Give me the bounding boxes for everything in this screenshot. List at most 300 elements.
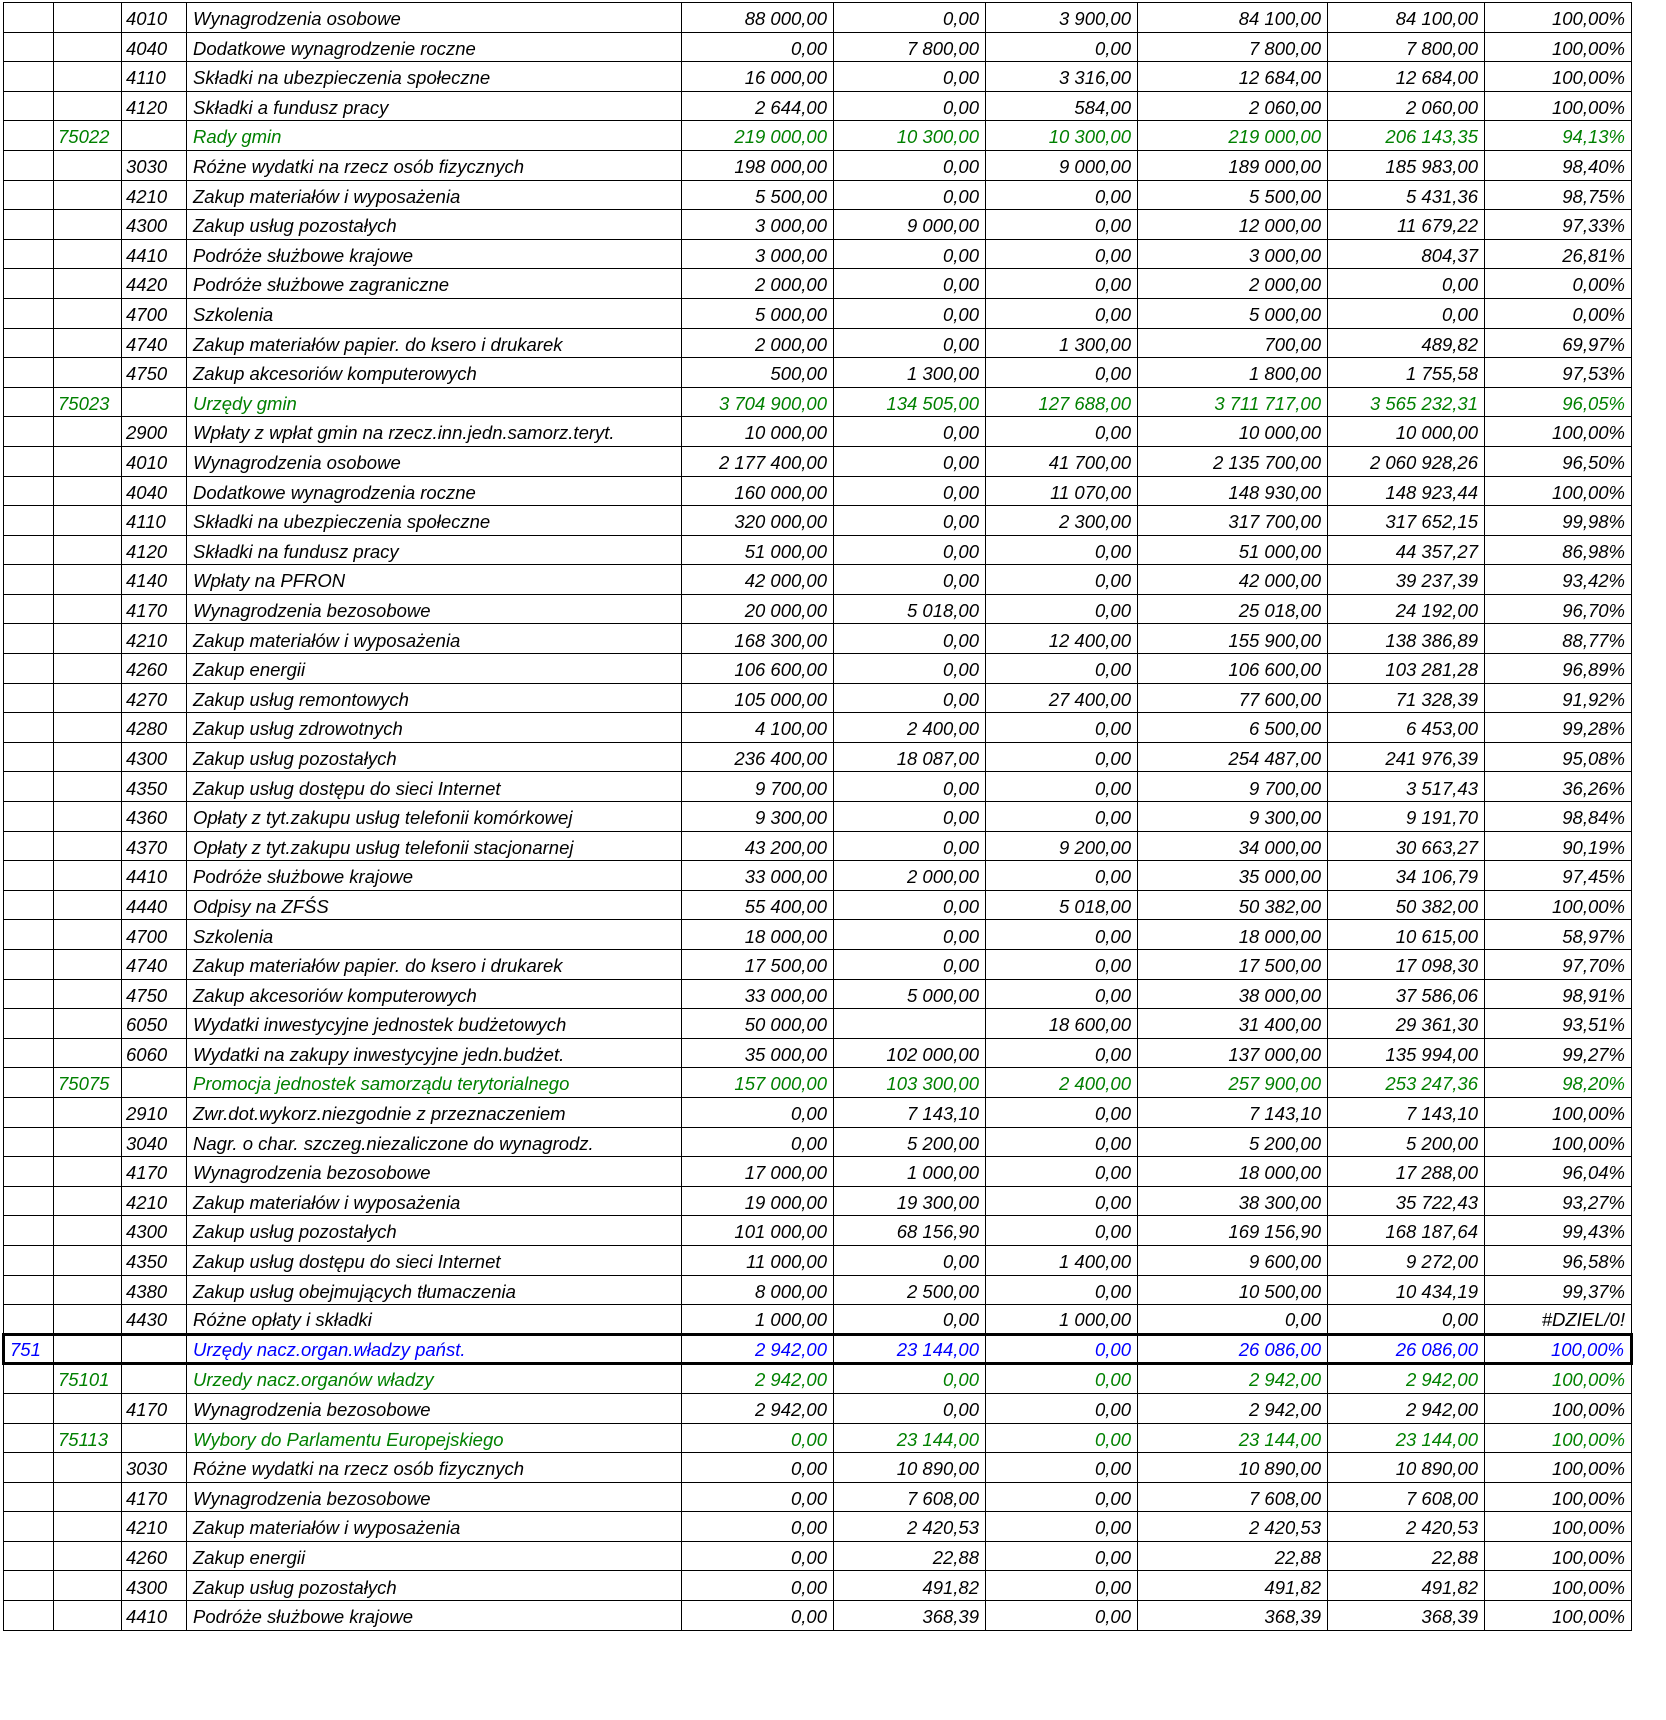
cell-plan-po-zmianach[interactable]: 148 930,00 bbox=[1138, 476, 1328, 506]
cell-wykonanie[interactable]: 12 684,00 bbox=[1328, 62, 1485, 92]
cell-zmniejszenia[interactable]: 27 400,00 bbox=[986, 683, 1138, 713]
cell-zwiekszenia[interactable]: 0,00 bbox=[834, 683, 986, 713]
cell-rozdzial[interactable] bbox=[54, 713, 122, 743]
cell-zwiekszenia[interactable]: 0,00 bbox=[834, 1393, 986, 1423]
cell-wykonanie[interactable]: 1 755,58 bbox=[1328, 358, 1485, 388]
cell-dzial[interactable] bbox=[4, 358, 54, 388]
cell-plan-po-zmianach[interactable]: 34 000,00 bbox=[1138, 831, 1328, 861]
cell-rozdzial[interactable] bbox=[54, 1541, 122, 1571]
cell-plan[interactable]: 0,00 bbox=[682, 1571, 834, 1601]
cell-zmniejszenia[interactable]: 10 300,00 bbox=[986, 121, 1138, 151]
cell-zmniejszenia[interactable]: 0,00 bbox=[986, 565, 1138, 595]
cell-rozdzial[interactable] bbox=[54, 328, 122, 358]
cell-wykonanie[interactable]: 44 357,27 bbox=[1328, 535, 1485, 565]
cell-dzial[interactable] bbox=[4, 239, 54, 269]
cell-procent[interactable]: 91,92% bbox=[1485, 683, 1632, 713]
cell-paragraf[interactable]: 4210 bbox=[122, 1512, 187, 1542]
cell-zmniejszenia[interactable]: 12 400,00 bbox=[986, 624, 1138, 654]
cell-plan[interactable]: 500,00 bbox=[682, 358, 834, 388]
cell-plan-po-zmianach[interactable]: 317 700,00 bbox=[1138, 506, 1328, 536]
cell-zmniejszenia[interactable]: 0,00 bbox=[986, 1216, 1138, 1246]
cell-nazwa[interactable]: Podróże służbowe krajowe bbox=[187, 861, 682, 891]
cell-plan[interactable]: 2 177 400,00 bbox=[682, 446, 834, 476]
cell-plan[interactable]: 9 300,00 bbox=[682, 802, 834, 832]
cell-rozdzial[interactable] bbox=[54, 1127, 122, 1157]
cell-nazwa[interactable]: Podróże służbowe zagraniczne bbox=[187, 269, 682, 299]
cell-nazwa[interactable]: Opłaty z tyt.zakupu usług telefonii komórkowej bbox=[187, 802, 682, 832]
cell-procent[interactable]: 97,53% bbox=[1485, 358, 1632, 388]
cell-rozdzial[interactable] bbox=[54, 3, 122, 33]
cell-dzial[interactable] bbox=[4, 1275, 54, 1305]
cell-plan-po-zmianach[interactable]: 9 600,00 bbox=[1138, 1245, 1328, 1275]
cell-zwiekszenia[interactable]: 5 000,00 bbox=[834, 979, 986, 1009]
cell-dzial[interactable] bbox=[4, 1601, 54, 1631]
cell-plan[interactable]: 0,00 bbox=[682, 1482, 834, 1512]
cell-wykonanie[interactable]: 148 923,44 bbox=[1328, 476, 1485, 506]
cell-procent[interactable]: 96,70% bbox=[1485, 594, 1632, 624]
cell-zwiekszenia[interactable]: 7 143,10 bbox=[834, 1097, 986, 1127]
cell-procent[interactable]: 95,08% bbox=[1485, 742, 1632, 772]
cell-zwiekszenia[interactable]: 22,88 bbox=[834, 1541, 986, 1571]
cell-zwiekszenia[interactable]: 2 420,53 bbox=[834, 1512, 986, 1542]
cell-procent[interactable]: 96,58% bbox=[1485, 1245, 1632, 1275]
cell-paragraf[interactable]: 4300 bbox=[122, 210, 187, 240]
cell-zwiekszenia[interactable]: 0,00 bbox=[834, 1245, 986, 1275]
cell-zmniejszenia[interactable]: 0,00 bbox=[986, 802, 1138, 832]
cell-plan[interactable]: 320 000,00 bbox=[682, 506, 834, 536]
cell-plan-po-zmianach[interactable]: 5 200,00 bbox=[1138, 1127, 1328, 1157]
cell-plan-po-zmianach[interactable]: 35 000,00 bbox=[1138, 861, 1328, 891]
cell-rozdzial[interactable] bbox=[54, 1009, 122, 1039]
cell-wykonanie[interactable]: 185 983,00 bbox=[1328, 150, 1485, 180]
cell-zmniejszenia[interactable]: 0,00 bbox=[986, 1127, 1138, 1157]
cell-plan-po-zmianach[interactable]: 10 890,00 bbox=[1138, 1453, 1328, 1483]
cell-dzial[interactable] bbox=[4, 387, 54, 417]
cell-plan-po-zmianach[interactable]: 368,39 bbox=[1138, 1601, 1328, 1631]
cell-nazwa[interactable]: Zakup materiałów papier. do ksero i drukarek bbox=[187, 950, 682, 980]
cell-wykonanie[interactable]: 7 608,00 bbox=[1328, 1482, 1485, 1512]
cell-zmniejszenia[interactable]: 0,00 bbox=[986, 239, 1138, 269]
cell-rozdzial[interactable] bbox=[54, 624, 122, 654]
cell-paragraf[interactable]: 4210 bbox=[122, 180, 187, 210]
cell-plan-po-zmianach[interactable]: 137 000,00 bbox=[1138, 1038, 1328, 1068]
cell-plan[interactable]: 0,00 bbox=[682, 1453, 834, 1483]
cell-dzial[interactable] bbox=[4, 742, 54, 772]
cell-zwiekszenia[interactable]: 0,00 bbox=[834, 180, 986, 210]
cell-dzial[interactable] bbox=[4, 1541, 54, 1571]
cell-dzial[interactable] bbox=[4, 1245, 54, 1275]
cell-rozdzial[interactable] bbox=[54, 979, 122, 1009]
cell-zmniejszenia[interactable]: 0,00 bbox=[986, 180, 1138, 210]
cell-zmniejszenia[interactable]: 0,00 bbox=[986, 950, 1138, 980]
cell-procent[interactable]: 93,27% bbox=[1485, 1186, 1632, 1216]
cell-rozdzial[interactable]: 75113 bbox=[54, 1423, 122, 1453]
cell-dzial[interactable] bbox=[4, 594, 54, 624]
cell-wykonanie[interactable]: 5 431,36 bbox=[1328, 180, 1485, 210]
cell-zmniejszenia[interactable]: 3 316,00 bbox=[986, 62, 1138, 92]
cell-nazwa[interactable]: Wynagrodzenia bezosobowe bbox=[187, 1393, 682, 1423]
cell-zmniejszenia[interactable]: 0,00 bbox=[986, 358, 1138, 388]
cell-procent[interactable]: 98,75% bbox=[1485, 180, 1632, 210]
cell-zwiekszenia[interactable]: 0,00 bbox=[834, 62, 986, 92]
cell-zwiekszenia[interactable]: 0,00 bbox=[834, 624, 986, 654]
cell-rozdzial[interactable] bbox=[54, 417, 122, 447]
cell-procent[interactable]: 86,98% bbox=[1485, 535, 1632, 565]
cell-dzial[interactable] bbox=[4, 802, 54, 832]
cell-plan[interactable]: 2 942,00 bbox=[682, 1364, 834, 1394]
cell-procent[interactable]: 99,28% bbox=[1485, 713, 1632, 743]
cell-nazwa[interactable]: Zakup usług pozostałych bbox=[187, 1571, 682, 1601]
cell-wykonanie[interactable]: 168 187,64 bbox=[1328, 1216, 1485, 1246]
cell-plan-po-zmianach[interactable]: 18 000,00 bbox=[1138, 920, 1328, 950]
cell-zwiekszenia[interactable]: 5 018,00 bbox=[834, 594, 986, 624]
cell-procent[interactable]: 96,50% bbox=[1485, 446, 1632, 476]
cell-wykonanie[interactable]: 10 890,00 bbox=[1328, 1453, 1485, 1483]
cell-wykonanie[interactable]: 26 086,00 bbox=[1328, 1334, 1485, 1364]
cell-nazwa[interactable]: Opłaty z tyt.zakupu usług telefonii stacjonarnej bbox=[187, 831, 682, 861]
cell-zwiekszenia[interactable]: 68 156,90 bbox=[834, 1216, 986, 1246]
cell-zwiekszenia[interactable]: 134 505,00 bbox=[834, 387, 986, 417]
cell-paragraf[interactable]: 4210 bbox=[122, 1186, 187, 1216]
cell-paragraf[interactable]: 4120 bbox=[122, 91, 187, 121]
cell-paragraf[interactable]: 4380 bbox=[122, 1275, 187, 1305]
cell-rozdzial[interactable] bbox=[54, 950, 122, 980]
cell-zwiekszenia[interactable]: 0,00 bbox=[834, 476, 986, 506]
cell-rozdzial[interactable] bbox=[54, 1038, 122, 1068]
cell-procent[interactable]: 93,51% bbox=[1485, 1009, 1632, 1039]
cell-paragraf[interactable]: 4440 bbox=[122, 890, 187, 920]
cell-zwiekszenia[interactable]: 102 000,00 bbox=[834, 1038, 986, 1068]
cell-zwiekszenia[interactable]: 0,00 bbox=[834, 150, 986, 180]
cell-rozdzial[interactable] bbox=[54, 62, 122, 92]
cell-wykonanie[interactable]: 2 060 928,26 bbox=[1328, 446, 1485, 476]
cell-wykonanie[interactable]: 9 191,70 bbox=[1328, 802, 1485, 832]
cell-wykonanie[interactable]: 253 247,36 bbox=[1328, 1068, 1485, 1098]
cell-paragraf[interactable]: 4110 bbox=[122, 62, 187, 92]
cell-paragraf[interactable]: 4740 bbox=[122, 950, 187, 980]
cell-paragraf[interactable]: 4260 bbox=[122, 1541, 187, 1571]
cell-zwiekszenia[interactable]: 23 144,00 bbox=[834, 1423, 986, 1453]
cell-dzial[interactable] bbox=[4, 1512, 54, 1542]
cell-procent[interactable]: 99,37% bbox=[1485, 1275, 1632, 1305]
cell-wykonanie[interactable]: 2 060,00 bbox=[1328, 91, 1485, 121]
cell-nazwa[interactable]: Szkolenia bbox=[187, 920, 682, 950]
cell-wykonanie[interactable]: 10 434,19 bbox=[1328, 1275, 1485, 1305]
cell-wykonanie[interactable]: 7 800,00 bbox=[1328, 32, 1485, 62]
cell-wykonanie[interactable]: 368,39 bbox=[1328, 1601, 1485, 1631]
cell-plan-po-zmianach[interactable]: 38 000,00 bbox=[1138, 979, 1328, 1009]
cell-nazwa[interactable]: Wydatki na zakupy inwestycyjne jedn.budżet. bbox=[187, 1038, 682, 1068]
cell-plan[interactable]: 2 942,00 bbox=[682, 1393, 834, 1423]
cell-zmniejszenia[interactable]: 0,00 bbox=[986, 1571, 1138, 1601]
cell-rozdzial[interactable] bbox=[54, 239, 122, 269]
cell-dzial[interactable] bbox=[4, 1038, 54, 1068]
cell-rozdzial[interactable] bbox=[54, 683, 122, 713]
cell-zwiekszenia[interactable]: 0,00 bbox=[834, 802, 986, 832]
cell-dzial[interactable] bbox=[4, 1423, 54, 1453]
cell-nazwa[interactable]: Wynagrodzenia osobowe bbox=[187, 3, 682, 33]
cell-plan-po-zmianach[interactable]: 51 000,00 bbox=[1138, 535, 1328, 565]
cell-plan-po-zmianach[interactable]: 23 144,00 bbox=[1138, 1423, 1328, 1453]
cell-plan-po-zmianach[interactable]: 77 600,00 bbox=[1138, 683, 1328, 713]
cell-wykonanie[interactable]: 71 328,39 bbox=[1328, 683, 1485, 713]
cell-dzial[interactable] bbox=[4, 1364, 54, 1394]
cell-wykonanie[interactable]: 39 237,39 bbox=[1328, 565, 1485, 595]
cell-plan[interactable]: 8 000,00 bbox=[682, 1275, 834, 1305]
cell-nazwa[interactable]: Wybory do Parlamentu Europejskiego bbox=[187, 1423, 682, 1453]
cell-zwiekszenia[interactable]: 1 000,00 bbox=[834, 1157, 986, 1187]
cell-rozdzial[interactable]: 75075 bbox=[54, 1068, 122, 1098]
cell-zwiekszenia[interactable]: 0,00 bbox=[834, 1305, 986, 1335]
cell-wykonanie[interactable]: 2 942,00 bbox=[1328, 1393, 1485, 1423]
cell-zmniejszenia[interactable]: 0,00 bbox=[986, 32, 1138, 62]
cell-paragraf[interactable] bbox=[122, 387, 187, 417]
cell-procent[interactable]: 98,20% bbox=[1485, 1068, 1632, 1098]
cell-paragraf[interactable]: 4410 bbox=[122, 861, 187, 891]
cell-plan-po-zmianach[interactable]: 169 156,90 bbox=[1138, 1216, 1328, 1246]
cell-nazwa[interactable]: Zakup materiałów i wyposażenia bbox=[187, 1512, 682, 1542]
cell-procent[interactable]: 88,77% bbox=[1485, 624, 1632, 654]
cell-zmniejszenia[interactable]: 0,00 bbox=[986, 1038, 1138, 1068]
cell-rozdzial[interactable] bbox=[54, 654, 122, 684]
cell-dzial[interactable] bbox=[4, 535, 54, 565]
cell-rozdzial[interactable] bbox=[54, 802, 122, 832]
cell-procent[interactable]: 97,45% bbox=[1485, 861, 1632, 891]
cell-nazwa[interactable]: Wynagrodzenia bezosobowe bbox=[187, 594, 682, 624]
cell-nazwa[interactable]: Rady gmin bbox=[187, 121, 682, 151]
cell-plan-po-zmianach[interactable]: 2 000,00 bbox=[1138, 269, 1328, 299]
cell-zmniejszenia[interactable]: 5 018,00 bbox=[986, 890, 1138, 920]
cell-paragraf[interactable]: 4740 bbox=[122, 328, 187, 358]
cell-plan-po-zmianach[interactable]: 12 684,00 bbox=[1138, 62, 1328, 92]
cell-dzial[interactable] bbox=[4, 150, 54, 180]
cell-dzial[interactable] bbox=[4, 1571, 54, 1601]
cell-paragraf[interactable]: 4300 bbox=[122, 742, 187, 772]
cell-wykonanie[interactable]: 804,37 bbox=[1328, 239, 1485, 269]
cell-zmniejszenia[interactable]: 3 900,00 bbox=[986, 3, 1138, 33]
cell-plan-po-zmianach[interactable]: 10 000,00 bbox=[1138, 417, 1328, 447]
cell-procent[interactable]: 100,00% bbox=[1485, 1571, 1632, 1601]
cell-plan[interactable]: 0,00 bbox=[682, 1512, 834, 1542]
cell-rozdzial[interactable] bbox=[54, 1305, 122, 1335]
cell-paragraf[interactable] bbox=[122, 1334, 187, 1364]
cell-plan-po-zmianach[interactable]: 0,00 bbox=[1138, 1305, 1328, 1335]
cell-plan[interactable]: 101 000,00 bbox=[682, 1216, 834, 1246]
cell-dzial[interactable] bbox=[4, 91, 54, 121]
cell-wykonanie[interactable]: 23 144,00 bbox=[1328, 1423, 1485, 1453]
cell-paragraf[interactable]: 2910 bbox=[122, 1097, 187, 1127]
cell-procent[interactable]: 100,00% bbox=[1485, 1097, 1632, 1127]
cell-rozdzial[interactable] bbox=[54, 1393, 122, 1423]
cell-zmniejszenia[interactable]: 0,00 bbox=[986, 269, 1138, 299]
cell-zwiekszenia[interactable]: 0,00 bbox=[834, 1364, 986, 1394]
cell-plan-po-zmianach[interactable]: 257 900,00 bbox=[1138, 1068, 1328, 1098]
cell-plan[interactable]: 236 400,00 bbox=[682, 742, 834, 772]
cell-dzial[interactable] bbox=[4, 1127, 54, 1157]
cell-procent[interactable]: 98,84% bbox=[1485, 802, 1632, 832]
cell-wykonanie[interactable]: 2 420,53 bbox=[1328, 1512, 1485, 1542]
cell-wykonanie[interactable]: 30 663,27 bbox=[1328, 831, 1485, 861]
cell-procent[interactable]: 96,89% bbox=[1485, 654, 1632, 684]
cell-rozdzial[interactable] bbox=[54, 1482, 122, 1512]
cell-nazwa[interactable]: Składki a fundusz pracy bbox=[187, 91, 682, 121]
cell-procent[interactable]: 100,00% bbox=[1485, 1127, 1632, 1157]
cell-rozdzial[interactable] bbox=[54, 91, 122, 121]
cell-wykonanie[interactable]: 11 679,22 bbox=[1328, 210, 1485, 240]
cell-wykonanie[interactable]: 9 272,00 bbox=[1328, 1245, 1485, 1275]
cell-wykonanie[interactable]: 317 652,15 bbox=[1328, 506, 1485, 536]
cell-plan-po-zmianach[interactable]: 2 420,53 bbox=[1138, 1512, 1328, 1542]
cell-plan[interactable]: 33 000,00 bbox=[682, 979, 834, 1009]
cell-plan-po-zmianach[interactable]: 2 942,00 bbox=[1138, 1364, 1328, 1394]
cell-zmniejszenia[interactable]: 0,00 bbox=[986, 1275, 1138, 1305]
cell-zmniejszenia[interactable]: 9 000,00 bbox=[986, 150, 1138, 180]
cell-dzial[interactable] bbox=[4, 446, 54, 476]
cell-dzial[interactable] bbox=[4, 1009, 54, 1039]
cell-procent[interactable]: 100,00% bbox=[1485, 91, 1632, 121]
cell-dzial[interactable] bbox=[4, 180, 54, 210]
cell-plan-po-zmianach[interactable]: 2 060,00 bbox=[1138, 91, 1328, 121]
cell-plan[interactable]: 20 000,00 bbox=[682, 594, 834, 624]
cell-plan-po-zmianach[interactable]: 42 000,00 bbox=[1138, 565, 1328, 595]
cell-zmniejszenia[interactable]: 0,00 bbox=[986, 1334, 1138, 1364]
cell-plan[interactable]: 160 000,00 bbox=[682, 476, 834, 506]
cell-rozdzial[interactable] bbox=[54, 476, 122, 506]
cell-paragraf[interactable]: 2900 bbox=[122, 417, 187, 447]
cell-nazwa[interactable]: Wynagrodzenia bezosobowe bbox=[187, 1482, 682, 1512]
cell-wykonanie[interactable]: 135 994,00 bbox=[1328, 1038, 1485, 1068]
cell-paragraf[interactable]: 4010 bbox=[122, 3, 187, 33]
cell-procent[interactable]: 100,00% bbox=[1485, 1364, 1632, 1394]
cell-wykonanie[interactable]: 103 281,28 bbox=[1328, 654, 1485, 684]
cell-plan[interactable]: 3 000,00 bbox=[682, 239, 834, 269]
cell-plan[interactable]: 3 000,00 bbox=[682, 210, 834, 240]
cell-paragraf[interactable]: 6060 bbox=[122, 1038, 187, 1068]
cell-procent[interactable]: 98,91% bbox=[1485, 979, 1632, 1009]
cell-zmniejszenia[interactable]: 0,00 bbox=[986, 535, 1138, 565]
cell-rozdzial[interactable] bbox=[54, 506, 122, 536]
cell-procent[interactable]: 97,70% bbox=[1485, 950, 1632, 980]
cell-nazwa[interactable]: Promocja jednostek samorządu terytorialnego bbox=[187, 1068, 682, 1098]
cell-zmniejszenia[interactable]: 2 400,00 bbox=[986, 1068, 1138, 1098]
cell-dzial[interactable] bbox=[4, 1157, 54, 1187]
cell-rozdzial[interactable] bbox=[54, 269, 122, 299]
cell-zmniejszenia[interactable]: 0,00 bbox=[986, 654, 1138, 684]
cell-procent[interactable]: 100,00% bbox=[1485, 1512, 1632, 1542]
cell-dzial[interactable] bbox=[4, 210, 54, 240]
cell-plan[interactable]: 219 000,00 bbox=[682, 121, 834, 151]
cell-wykonanie[interactable]: 34 106,79 bbox=[1328, 861, 1485, 891]
cell-zmniejszenia[interactable]: 1 000,00 bbox=[986, 1305, 1138, 1335]
cell-plan[interactable]: 55 400,00 bbox=[682, 890, 834, 920]
cell-wykonanie[interactable]: 50 382,00 bbox=[1328, 890, 1485, 920]
cell-plan[interactable]: 17 000,00 bbox=[682, 1157, 834, 1187]
cell-dzial[interactable] bbox=[4, 1097, 54, 1127]
cell-zwiekszenia[interactable]: 10 890,00 bbox=[834, 1453, 986, 1483]
cell-rozdzial[interactable] bbox=[54, 1097, 122, 1127]
cell-wykonanie[interactable]: 17 288,00 bbox=[1328, 1157, 1485, 1187]
cell-dzial[interactable] bbox=[4, 772, 54, 802]
cell-wykonanie[interactable]: 0,00 bbox=[1328, 1305, 1485, 1335]
cell-dzial[interactable] bbox=[4, 3, 54, 33]
cell-plan-po-zmianach[interactable]: 84 100,00 bbox=[1138, 3, 1328, 33]
cell-zmniejszenia[interactable]: 18 600,00 bbox=[986, 1009, 1138, 1039]
cell-dzial[interactable] bbox=[4, 506, 54, 536]
cell-dzial[interactable] bbox=[4, 861, 54, 891]
cell-plan[interactable]: 88 000,00 bbox=[682, 3, 834, 33]
cell-procent[interactable]: 99,43% bbox=[1485, 1216, 1632, 1246]
cell-procent[interactable]: 100,00% bbox=[1485, 3, 1632, 33]
cell-plan-po-zmianach[interactable]: 219 000,00 bbox=[1138, 121, 1328, 151]
cell-paragraf[interactable]: 6050 bbox=[122, 1009, 187, 1039]
cell-zmniejszenia[interactable]: 0,00 bbox=[986, 1423, 1138, 1453]
cell-dzial[interactable] bbox=[4, 920, 54, 950]
cell-nazwa[interactable]: Wpłaty na PFRON bbox=[187, 565, 682, 595]
cell-zmniejszenia[interactable]: 2 300,00 bbox=[986, 506, 1138, 536]
cell-plan[interactable]: 18 000,00 bbox=[682, 920, 834, 950]
cell-dzial[interactable] bbox=[4, 654, 54, 684]
cell-paragraf[interactable]: 4040 bbox=[122, 32, 187, 62]
cell-plan-po-zmianach[interactable]: 7 608,00 bbox=[1138, 1482, 1328, 1512]
cell-zwiekszenia[interactable]: 0,00 bbox=[834, 239, 986, 269]
cell-nazwa[interactable]: Różne opłaty i składki bbox=[187, 1305, 682, 1335]
cell-zwiekszenia[interactable]: 0,00 bbox=[834, 446, 986, 476]
cell-plan[interactable]: 50 000,00 bbox=[682, 1009, 834, 1039]
cell-zwiekszenia[interactable]: 2 500,00 bbox=[834, 1275, 986, 1305]
cell-paragraf[interactable]: 4120 bbox=[122, 535, 187, 565]
cell-paragraf[interactable]: 4210 bbox=[122, 624, 187, 654]
cell-zmniejszenia[interactable]: 0,00 bbox=[986, 1601, 1138, 1631]
cell-procent[interactable]: 94,13% bbox=[1485, 121, 1632, 151]
cell-wykonanie[interactable]: 10 615,00 bbox=[1328, 920, 1485, 950]
cell-plan-po-zmianach[interactable]: 7 800,00 bbox=[1138, 32, 1328, 62]
cell-nazwa[interactable]: Różne wydatki na rzecz osób fizycznych bbox=[187, 150, 682, 180]
cell-zmniejszenia[interactable]: 41 700,00 bbox=[986, 446, 1138, 476]
cell-paragraf[interactable]: 4360 bbox=[122, 802, 187, 832]
cell-paragraf[interactable]: 4280 bbox=[122, 713, 187, 743]
cell-procent[interactable]: 100,00% bbox=[1485, 1482, 1632, 1512]
cell-rozdzial[interactable] bbox=[54, 1512, 122, 1542]
cell-zwiekszenia[interactable]: 7 800,00 bbox=[834, 32, 986, 62]
cell-plan-po-zmianach[interactable]: 106 600,00 bbox=[1138, 654, 1328, 684]
cell-plan-po-zmianach[interactable]: 189 000,00 bbox=[1138, 150, 1328, 180]
cell-plan[interactable]: 5 000,00 bbox=[682, 298, 834, 328]
cell-nazwa[interactable]: Składki na ubezpieczenia społeczne bbox=[187, 62, 682, 92]
cell-nazwa[interactable]: Odpisy na ZFŚS bbox=[187, 890, 682, 920]
cell-rozdzial[interactable] bbox=[54, 1275, 122, 1305]
cell-plan[interactable]: 35 000,00 bbox=[682, 1038, 834, 1068]
cell-plan[interactable]: 10 000,00 bbox=[682, 417, 834, 447]
cell-zwiekszenia[interactable]: 0,00 bbox=[834, 950, 986, 980]
cell-wykonanie[interactable]: 3 565 232,31 bbox=[1328, 387, 1485, 417]
cell-plan[interactable]: 198 000,00 bbox=[682, 150, 834, 180]
cell-zwiekszenia[interactable]: 5 200,00 bbox=[834, 1127, 986, 1157]
cell-nazwa[interactable]: Dodatkowe wynagrodzenia roczne bbox=[187, 476, 682, 506]
cell-plan[interactable]: 106 600,00 bbox=[682, 654, 834, 684]
cell-dzial[interactable] bbox=[4, 1186, 54, 1216]
cell-dzial[interactable] bbox=[4, 269, 54, 299]
cell-procent[interactable]: 90,19% bbox=[1485, 831, 1632, 861]
cell-dzial[interactable] bbox=[4, 1068, 54, 1098]
cell-plan-po-zmianach[interactable]: 25 018,00 bbox=[1138, 594, 1328, 624]
cell-rozdzial[interactable] bbox=[54, 861, 122, 891]
cell-zmniejszenia[interactable]: 0,00 bbox=[986, 772, 1138, 802]
cell-plan-po-zmianach[interactable]: 2 942,00 bbox=[1138, 1393, 1328, 1423]
cell-nazwa[interactable]: Dodatkowe wynagrodzenie roczne bbox=[187, 32, 682, 62]
cell-paragraf[interactable]: 4370 bbox=[122, 831, 187, 861]
cell-nazwa[interactable]: Zakup energii bbox=[187, 1541, 682, 1571]
cell-zmniejszenia[interactable]: 127 688,00 bbox=[986, 387, 1138, 417]
